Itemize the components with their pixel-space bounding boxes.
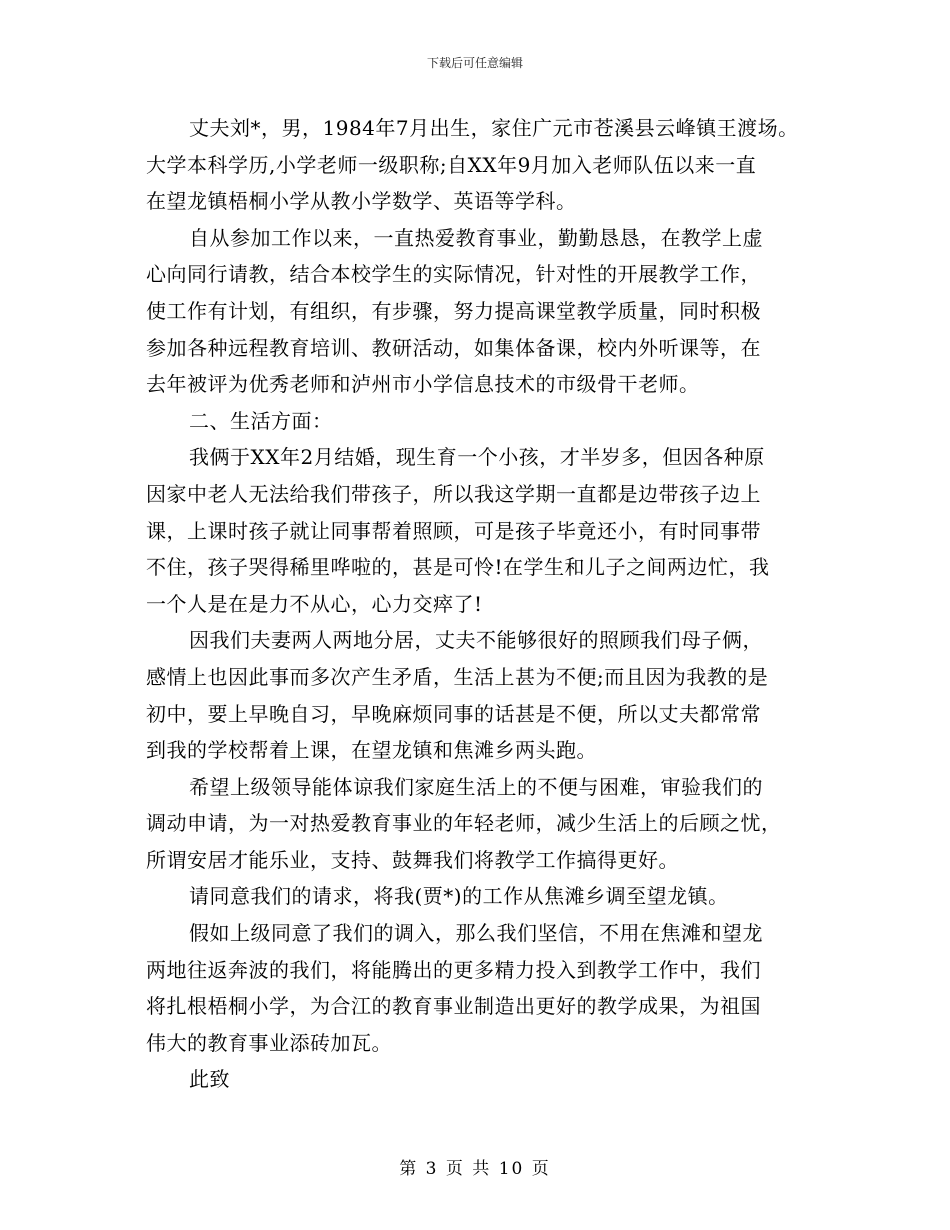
body-line: 调动申请，为一对热爱教育事业的年轻老师，减少生活上的后顾之忧， — [146, 811, 782, 836]
body-line: 两地往返奔波的我们，将能腾出的更多精力投入到教学工作中，我们 — [146, 957, 761, 982]
body-line: 不住，孩子哭得稀里哗啦的，甚是可怜!在学生和儿子之间两边忙，我 — [146, 555, 770, 580]
body-line: 我俩于XX年2月结婚，现生育一个小孩，才半岁多，但因各种原 — [189, 445, 765, 470]
body-line: 因我们夫妻两人两地分居，丈夫不能够很好的照顾我们母子俩， — [189, 628, 763, 653]
body-line: 使工作有计划，有组织，有步骤，努力提高课堂教学质量，同时积极 — [146, 298, 761, 323]
body-line: 丈夫刘*，男，1984年7月出生，家住广元市苍溪县云峰镇王渡场。 — [189, 116, 799, 140]
body-line: 感情上也因此事而多次产生矛盾，生活上甚为不便;而且因为我教的是 — [146, 664, 769, 689]
body-line: 伟大的教育事业添砖加瓦。 — [146, 1030, 392, 1055]
body-line: 假如上级同意了我们的调入，那么我们坚信，不用在焦滩和望龙 — [189, 921, 763, 946]
body-line: 去年被评为优秀老师和泸州市小学信息技术的市级骨干老师。 — [146, 372, 700, 397]
body-line: 到我的学校帮着上课，在望龙镇和焦滩乡两头跑。 — [146, 738, 597, 763]
closing-salutation: 此致 — [189, 1067, 230, 1092]
body-line: 参加各种远程教育培训、教研活动，如集体备课，校内外听课等，在 — [146, 335, 761, 360]
body-line: 大学本科学历,小学老师一级职称;自XX年9月加入老师队伍以来一直 — [146, 152, 757, 177]
page-header-note: 下载后可任意编辑 — [426, 56, 523, 70]
body-line: 在望龙镇梧桐小学从教小学数学、英语等学科。 — [146, 189, 577, 214]
body-line: 课，上课时孩子就让同事帮着照顾，可是孩子毕竟还小，有时同事带 — [146, 518, 761, 543]
section-heading: 二、生活方面： — [189, 408, 333, 433]
body-line: 请同意我们的请求，将我(贾*)的工作从焦滩乡调至望龙镇。 — [189, 884, 729, 909]
body-line: 因家中老人无法给我们带孩子，所以我这学期一直都是边带孩子边上 — [146, 481, 761, 506]
page-number: 第 3 页 共 10 页 — [399, 1159, 551, 1179]
body-line: 初中，要上早晚自习，早晚麻烦同事的话甚是不便，所以丈夫都常常 — [146, 701, 761, 726]
body-line: 所谓安居才能乐业，支持、鼓舞我们将教学工作搞得更好。 — [146, 847, 679, 872]
body-line: 希望上级领导能体谅我们家庭生活上的不便与困难，审验我们的 — [189, 774, 763, 799]
body-line: 自从参加工作以来，一直热爱教育事业，勤勤恳恳，在教学上虚 — [189, 225, 763, 250]
document-body — [146, 110, 816, 1098]
body-line: 将扎根梧桐小学，为合江的教育事业制造出更好的教学成果，为祖国 — [146, 994, 761, 1019]
body-line: 一个人是在是力不从心，心力交瘁了! — [146, 591, 483, 616]
body-line: 心向同行请教，结合本校学生的实际情况，针对性的开展教学工作， — [146, 262, 761, 287]
